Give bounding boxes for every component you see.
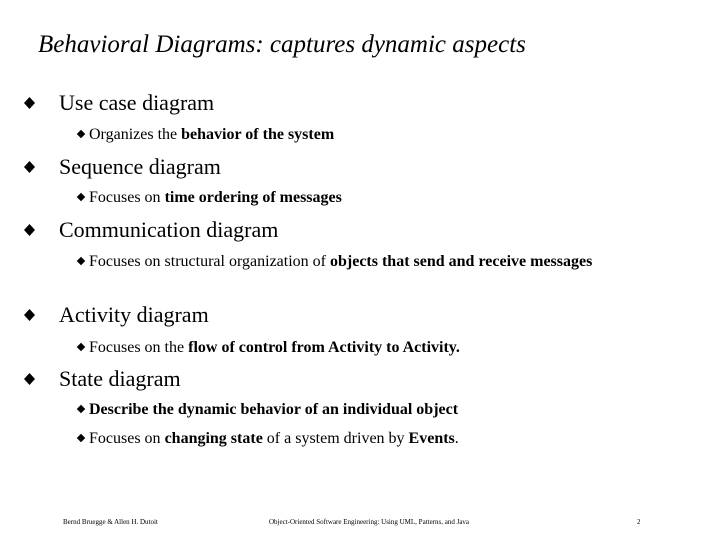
- subitem-bold-run: time ordering of messages: [164, 189, 342, 206]
- title-rest: captures dynamic aspects: [263, 31, 526, 58]
- subitem-text-run: Organizes the: [89, 126, 182, 143]
- item-label: Use case diagram: [59, 90, 215, 115]
- diamond-icon: [24, 224, 35, 236]
- subitem-text: [89, 399, 649, 420]
- subitem-text-run: .: [454, 430, 459, 447]
- item-label: Communication diagram: [59, 217, 279, 242]
- subitem-text-run: Focuses on: [89, 189, 165, 206]
- footer-authors: Bernd Bruegge & Allen H. Dutoit: [63, 518, 158, 526]
- item-label: Activity diagram: [59, 302, 209, 327]
- page-title: [38, 31, 526, 59]
- subitem-bold-run: Events: [408, 430, 455, 447]
- footer-book-title: Object-Oriented Software Engineering: Using UML, Patterns, and Java: [269, 518, 470, 526]
- subitem-text: [89, 428, 649, 449]
- subitem-text: [89, 251, 649, 272]
- diamond-icon: [24, 97, 35, 109]
- small-diamond-icon: [77, 130, 85, 138]
- small-diamond-icon: [77, 257, 85, 265]
- small-diamond-icon: [77, 193, 85, 201]
- subitem-text: [89, 124, 649, 145]
- item-label: Sequence diagram: [59, 154, 221, 179]
- diamond-icon: [24, 373, 35, 385]
- subitem-text-run: of a system driven by: [262, 430, 409, 447]
- subitem-text-run: Focuses on: [89, 430, 165, 447]
- subitem-bold-run: Describe the dynamic behavior of an individual object: [89, 401, 459, 418]
- diamond-icon: [24, 309, 35, 321]
- subitem-text-run: Focuses on the: [89, 339, 189, 356]
- item-label: State diagram: [59, 366, 181, 391]
- subitem-bold-run: flow of control from Activity to Activity.: [188, 339, 460, 356]
- subitem-bold-run: changing state: [164, 430, 263, 447]
- subitem-bold-run: behavior of the system: [181, 126, 335, 143]
- small-diamond-icon: [77, 434, 85, 442]
- subitem-bold-run: objects that send and receive messages: [329, 253, 593, 270]
- diamond-icon: [24, 161, 35, 173]
- title-main: Behavioral Diagrams:: [38, 31, 264, 58]
- subitem-text: [89, 337, 649, 358]
- subitem-text-run: Focuses on structural organization of: [89, 253, 330, 270]
- footer-page-number: 2: [637, 518, 641, 526]
- small-diamond-icon: [77, 405, 85, 413]
- small-diamond-icon: [77, 343, 85, 351]
- subitem-text: [89, 187, 649, 208]
